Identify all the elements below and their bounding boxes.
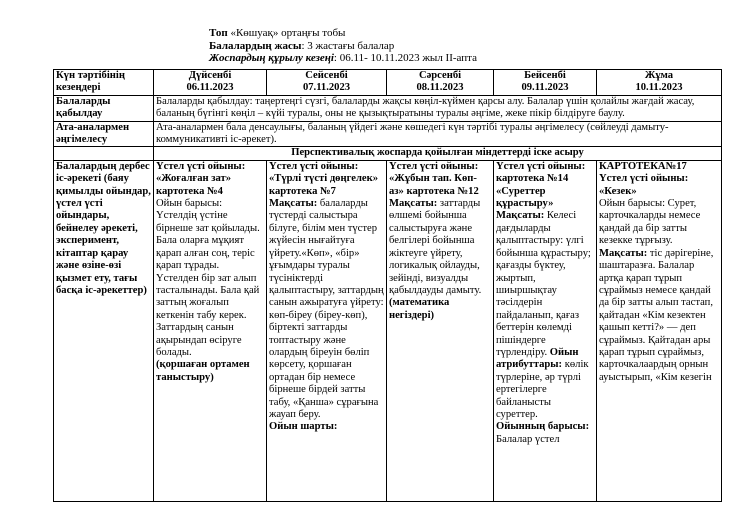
day-header-monday: [154, 70, 267, 96]
tuesday-goal-label: Мақсаты:: [269, 198, 318, 210]
day-header-wednesday: [387, 70, 494, 96]
group-value: «Көшуақ» ортаңғы тобы: [230, 27, 346, 39]
wednesday-goal-label: Мақсаты:: [389, 198, 438, 210]
reception-row: [54, 95, 722, 121]
wednesday-goal: заттарды өлшемі бойынша салыстыруға және белгілері бойынша жіктеуге үйрету, логикалық ойлауды, зейінді, визуалды қабылдауды дамыту.: [389, 198, 482, 296]
friday-goal-para: [599, 248, 719, 384]
day-header-friday: [597, 70, 722, 96]
friday-activity: [597, 160, 722, 501]
day-date: 08.11.2023: [416, 81, 464, 93]
activity-label: Балалардың дербес іс-әрекеті (баяу қимылды ойындар, үстел үсті ойындары, бейнелеу әрекеті, эксперимент, кітаптар қарау және өзіне-өзі қызмет ету, тағы басқа іс-әрекеттер): [54, 160, 154, 501]
day-header-tuesday: [267, 70, 387, 96]
thursday-goal-label: Мақсаты:: [496, 210, 545, 222]
thursday-process-label: Ойынның барысы:: [496, 421, 590, 433]
group-prefix: Топ: [209, 27, 228, 39]
thursday-attr: көлік түрлеріне, әр түрлі ертегілерге байланысты суреттер.: [496, 359, 589, 420]
friday-card: КАРТОТЕКА№17: [599, 160, 687, 172]
activity-row: [54, 160, 722, 501]
day-date: 10.11.2023: [635, 81, 683, 93]
wednesday-goal-para: [389, 198, 491, 322]
weekly-plan-table: [53, 69, 722, 502]
col-header-stages: Күн тәртібінің кезеңдері: [54, 70, 154, 96]
reception-label: Балаларды қабылдау: [54, 95, 154, 121]
thursday-attr-label: Ойын атрибуттары:: [496, 346, 579, 371]
age-line: [209, 40, 477, 53]
day-name: Жұма: [644, 70, 674, 81]
period-line: [209, 52, 477, 65]
wednesday-activity: [387, 160, 494, 501]
day-date: 07.11.2023: [302, 81, 351, 93]
thursday-goal: Келесі дағдыларды қалыптастыру: үлгі бойынша құрастыру; қағазды бүктеу, жыртып, шиыршықтау тәсілдерін пайдаланып, қағаз беттерін көлемді пішіндерге түрлендіру.: [496, 210, 591, 358]
day-date: 09.11.2023: [521, 81, 569, 93]
monday-activity: [154, 160, 267, 501]
section-title: Перспективалық жоспарда қойылған міндеттерді іске асыру: [154, 147, 722, 160]
tuesday-activity: [267, 160, 387, 501]
friday-title: Үстел үсті ойыны: «Кезек»: [599, 173, 689, 197]
wednesday-note: (математика негіздері): [389, 297, 450, 321]
group-line: [209, 27, 477, 40]
thursday-activity: [494, 160, 597, 501]
day-date: 06.11.2023: [186, 81, 234, 93]
age-label: Балалардың жасы: [209, 39, 302, 52]
parents-row: [54, 121, 722, 147]
tuesday-rules-label: Ойын шарты:: [269, 421, 338, 433]
day-name: Бейсенбі: [524, 70, 566, 81]
day-header-thursday: [494, 70, 597, 96]
thursday-process: Балалар үстел: [496, 433, 560, 445]
friday-intro: Ойын барысы: Сурет, карточкаларды немесе қандай да бір затты кезекке тұрғызу.: [599, 198, 701, 247]
tuesday-title: Үстел үсті ойыны: «Түрлі түсті дөңгелек» картотека №7: [269, 160, 378, 197]
parents-label: Ата-аналармен әңгімелесу: [54, 121, 154, 147]
day-name: Дүйсенбі: [188, 70, 232, 81]
monday-note: (қоршаған ортамен таныстыру): [156, 359, 250, 383]
friday-goal: тіс дәрігеріне, шаштаразға. Балалар артқа қарап тұрып сұраймыз немесе қандай да бір затты алып тастап, қайтадан «Кім кезектен қашып кетті?» — деп сұраймыз. Қайтадан ары қарап тұрып сұраймыз, карточкалаардың орнын ауыстырып, «Кім кезегін: [599, 247, 714, 383]
day-name: Сейсенбі: [305, 70, 348, 81]
tuesday-goal: балаларды түстерді салыстыра білуге, білім мен түстер жүйесін нығайтуға үйрету.«Көп», «бір» ұғымдары туралы түсініктерді қалыптастыру, заттардың санын ажыратуға үйрету: көп-біреу (біреу-көп), біртекті заттарды топтастыру және олардың біреуін бөліп көрсету, қоршаған ортадан бір немесе бірнеше бірдей затты табу, «Қанша» сұрағына жауап беру.: [269, 198, 384, 420]
age-value: : 3 жастағы балалар: [301, 39, 395, 52]
day-name: Сәрсенбі: [418, 70, 462, 81]
parents-text: Ата-аналармен бала денсаулығы, баланың үйдегі және көшедегі күн тәртібі туралы әңгімелесу (сөйлеуді дамыту-коммуникативті іс-әрекет).: [154, 121, 722, 147]
section-empty-cell: [54, 147, 154, 160]
monday-body: Ойын барысы: Үстелдің үстіне бірнеше зат қойылады. Бала оларға мұқият қарап алған соң, теріс қарап тұрады. Үстелден бір зат алып тасталынады. Бала қай заттың жоғалып кеткенін табу керек. Заттардың санын ақырындап өсіруге болады.: [156, 198, 260, 358]
wednesday-title: Үстел үсті ойыны: «Жұбын тап. Көп-аз» картотека №12: [389, 160, 479, 197]
plan-header: [209, 27, 477, 65]
thursday-title: Үстел үсті ойыны: картотека №14 «Суреттер құрастыру»: [496, 160, 586, 210]
period-value: : 06.11- 10.11.2023 жыл ІІ-апта: [333, 52, 477, 65]
section-row: [54, 147, 722, 160]
reception-text: Балаларды қабылдау: таңертеңгі сүзгі, балаларды жақсы көңіл-күймен қарсы алу. Балалар үшін қолайлы жағдай жасау, баланың бүгінгі көңіл – күйі туралы, оны не қызықтыратыны туралы әңгіме, жеке пікір білдіруге баулу.: [154, 95, 722, 121]
monday-title: Үстел үсті ойыны: «Жоғалған зат» картотека №4: [156, 160, 246, 197]
period-label: Жоспардың құрылу кезеңі: [209, 52, 334, 65]
friday-goal-label: Мақсаты:: [599, 247, 648, 259]
table-header-row: [54, 70, 722, 96]
thursday-goal-para: [496, 210, 594, 421]
tuesday-goal-para: [269, 198, 384, 421]
